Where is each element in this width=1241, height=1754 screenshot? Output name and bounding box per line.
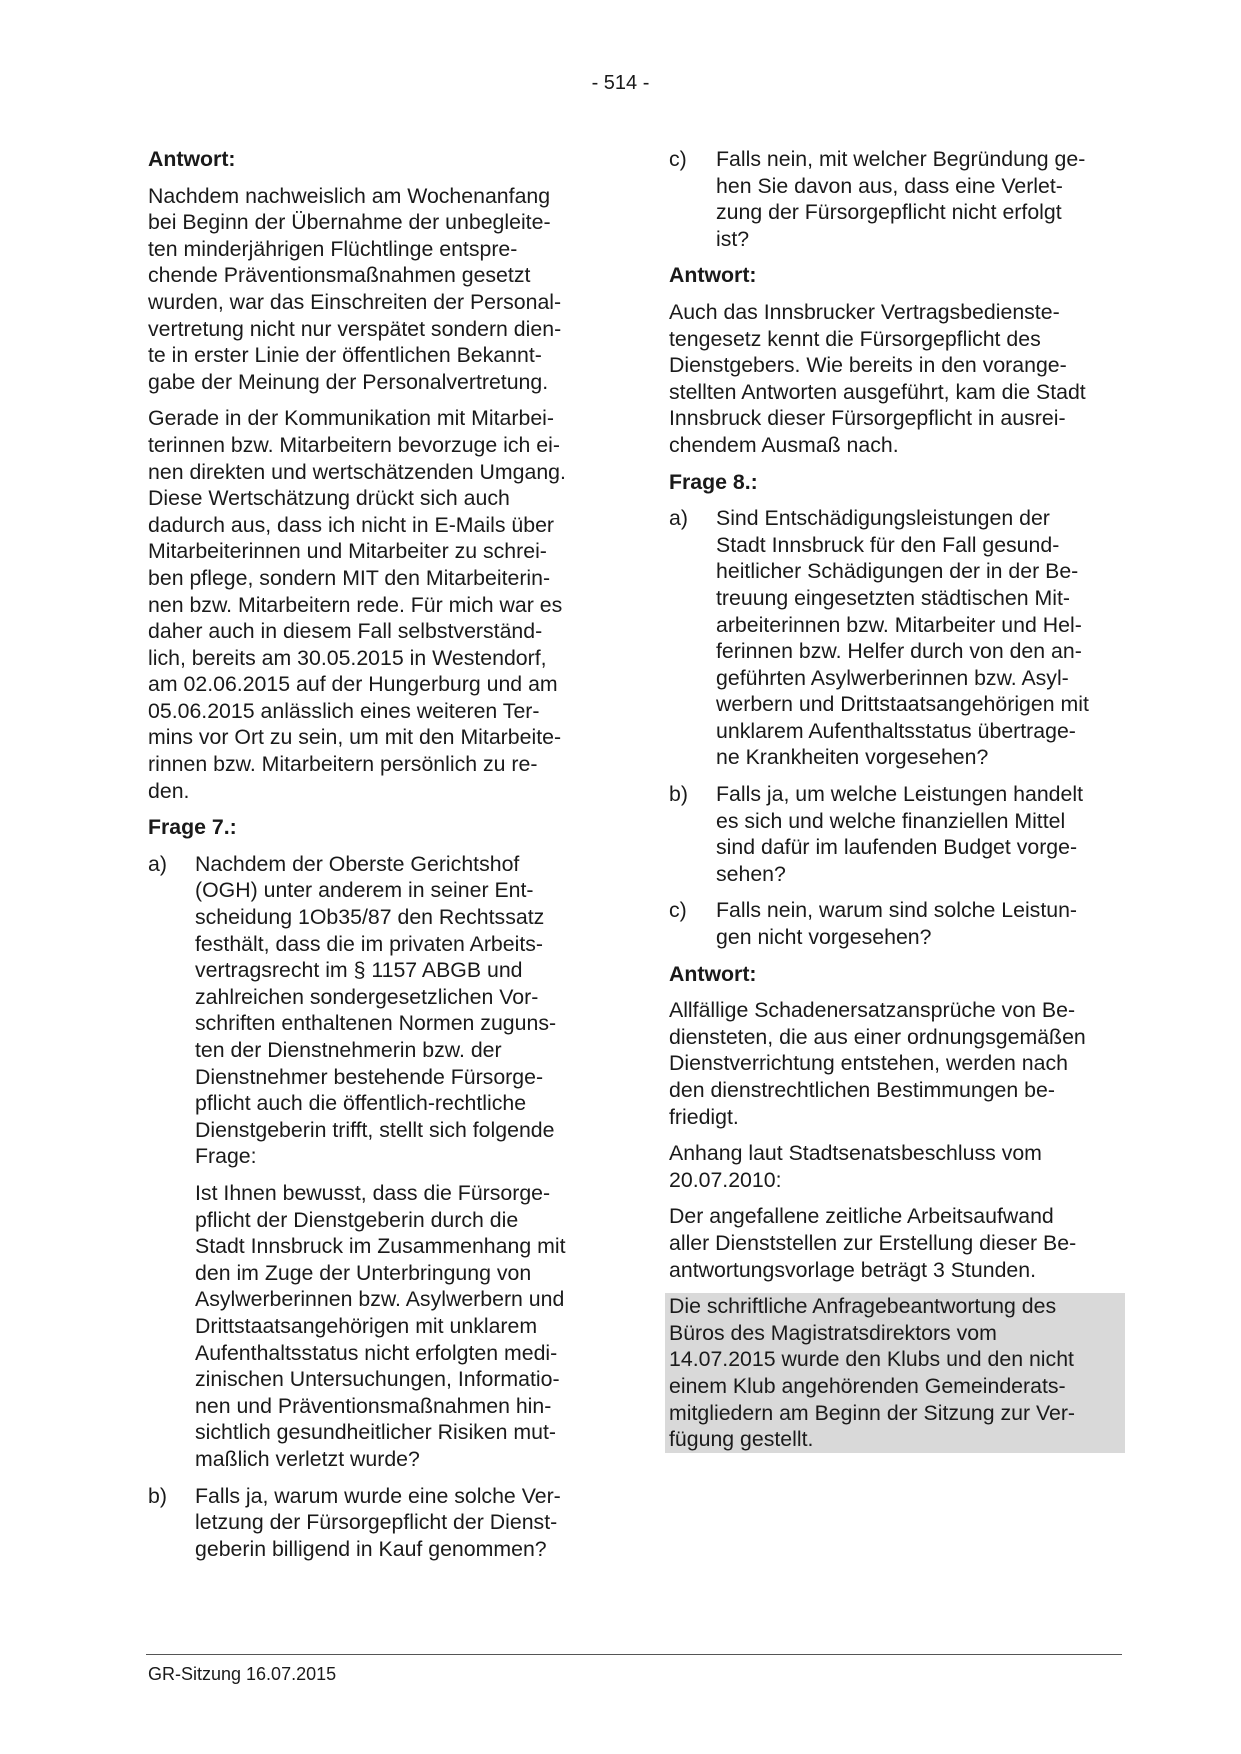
question-8b-marker: b) — [669, 782, 688, 807]
question-8c-marker: c) — [669, 898, 687, 923]
question-8a-text: Sind Entschädigungsleistungen der Stadt Innsbruck für den Fall gesund- heitlicher Schädigungen der in der Be- treuung eingesetzten städtischen Mit- arbeiterinnen bzw. Mitarbeiter und Hel- ferinnen bzw. Helfer durch von den an- geführten Asylwerberinnen bzw. Asyl- werbern und Drittstaatsangehörigen mit unklarem Aufenthaltsstatus übertrage- ne Krankheiten vorgesehen? — [716, 506, 1089, 770]
frage-8-heading: Frage 8.: — [669, 469, 758, 494]
question-8c — [669, 897, 1121, 950]
question-7a — [148, 851, 600, 1473]
question-8a-marker: a) — [669, 506, 688, 531]
question-7a-subquestion: Ist Ihnen bewusst, dass die Fürsorge- pflicht der Dienstgeberin durch die Stadt Innsbruck im Zusammenhang mit den im Zuge der Unterbringung von Asylwerberinnen bzw. Asylwerbern und Drittstaatsangehörigen mit unklarem Aufenthaltsstatus nicht erfolgten medi- zinischen Untersuchungen, Informatio- nen und Präventionsmaßnahmen hin- sichtlich gesundheitlicher Risiken mut- maßlich verletzt wurde? — [195, 1180, 566, 1471]
question-8a — [669, 505, 1121, 771]
left-column — [148, 146, 600, 1572]
answer-7-heading: Antwort: — [669, 263, 757, 288]
answer-8-paragraph-2: Anhang laut Stadtsenatsbeschluss vom 20.07.2010: — [669, 1141, 1042, 1192]
footer-divider — [146, 1654, 1122, 1655]
answer-8-paragraph-1: Allfällige Schadenersatzansprüche von Be- diensteten, die aus einer ordnungsgemäßen Dienstverrichtung entstehen, werden nach den dienstrechtlichen Bestimmungen be- friedigt. — [669, 998, 1086, 1129]
answer-8-paragraph-3: Der angefallene zeitliche Arbeitsaufwand aller Dienststellen zur Erstellung dieser Be- antwortungsvorlage beträgt 3 Stunden. — [669, 1204, 1077, 1282]
answer-7-paragraph: Auch das Innsbrucker Vertragsbedienste- tengesetz kennt die Fürsorgepflicht des Dienstgebers. Wie bereits in den vorange- stellten Antworten ausgeführt, kam die Stadt Innsbruck dieser Fürsorgepflicht in ausrei- chendem Ausmaß nach. — [669, 299, 1086, 457]
page-number: - 514 - — [591, 72, 650, 94]
question-7c-text: Falls nein, mit welcher Begründung ge- hen Sie davon aus, dass eine Verlet- zung der Fürsorgepflicht nicht erfolgt ist? — [716, 147, 1086, 251]
answer-paragraph-1: Nachdem nachweislich am Wochenanfang bei Beginn der Übernahme der unbegleite- ten minderjährigen Flüchtlinge entspre- chende Präventionsmaßnahmen gesetzt wurden, war das Einschreiten der Personal- vertretung nicht nur verspätet sondern dien- te in erster Linie der öffentlichen Bekannt- gabe der Meinung der Personalvertretung. — [148, 183, 562, 394]
question-7c-marker: c) — [669, 147, 687, 171]
frage-7-heading: Frage 7.: — [148, 815, 237, 840]
question-7b-marker: b) — [148, 1483, 167, 1508]
question-8b-text: Falls ja, um welche Leistungen handelt es sich und welche finanziellen Mittel sind dafür im laufenden Budget vorge- sehen? — [716, 782, 1083, 886]
right-column — [669, 146, 1121, 1453]
question-7a-text: Nachdem der Oberste Gerichtshof (OGH) unter anderem in seiner Ent- scheidung 1Ob35/87 den Rechtssatz festhält, dass die im privaten Arbeits- vertragsrecht im § 1157 ABGB und zahlreichen sondergesetzlichen Vor- schriften enthaltenen Normen zuguns- ten der Dienstnehmerin bzw. der Dienstnehmer bestehende Fürsorge- pflicht auch die öffentlich-rechtliche Dienstgeberin trifft, stellt sich folgende Frage: — [195, 851, 557, 1169]
answer-heading: Antwort: — [148, 147, 236, 171]
question-8b — [669, 781, 1121, 887]
highlighted-note: Die schriftliche Anfragebeantwortung des Büros des Magistratsdirektors vom 14.07.2015 wurde den Klubs und den nicht einem Klub angehörenden Gemeinderats- mitgliedern am Beginn der Sitzung zur Ver- fügung gestellt. — [665, 1293, 1125, 1453]
answer-paragraph-2: Gerade in der Kommunikation mit Mitarbei- terinnen bzw. Mitarbeitern bevorzuge ich ei- nen direkten und wertschätzenden Umgang. Diese Wertschätzung drückt sich auch dadurch aus, dass ich nicht in E-Mails über Mitarbeiterinnen und Mitarbeiter zu schrei- ben pflege, sondern MIT den Mitarbeiterin- nen bzw. Mitarbeitern rede. Für mich war es daher auch in diesem Fall selbstverständ- lich, bereits am 30.05.2015 in Westendorf, am 02.06.2015 auf der Hungerburg und am 05.06.2015 anlässlich eines weiteren Ter- mins vor Ort zu sein, um mit den Mitarbeite- rinnen bzw. Mitarbeitern persönlich zu re- den. — [148, 406, 566, 803]
question-7a-marker: a) — [148, 851, 167, 876]
question-7c — [669, 146, 1121, 252]
question-7b — [148, 1483, 600, 1563]
question-7b-text: Falls ja, warum wurde eine solche Ver- letzung der Fürsorgepflicht der Dienst- geberin billigend in Kauf genommen? — [195, 1483, 561, 1561]
answer-8-heading: Antwort: — [669, 961, 757, 986]
question-8c-text: Falls nein, warum sind solche Leistun- gen nicht vorgesehen? — [716, 898, 1078, 950]
footer-text: GR-Sitzung 16.07.2015 — [148, 1664, 337, 1684]
